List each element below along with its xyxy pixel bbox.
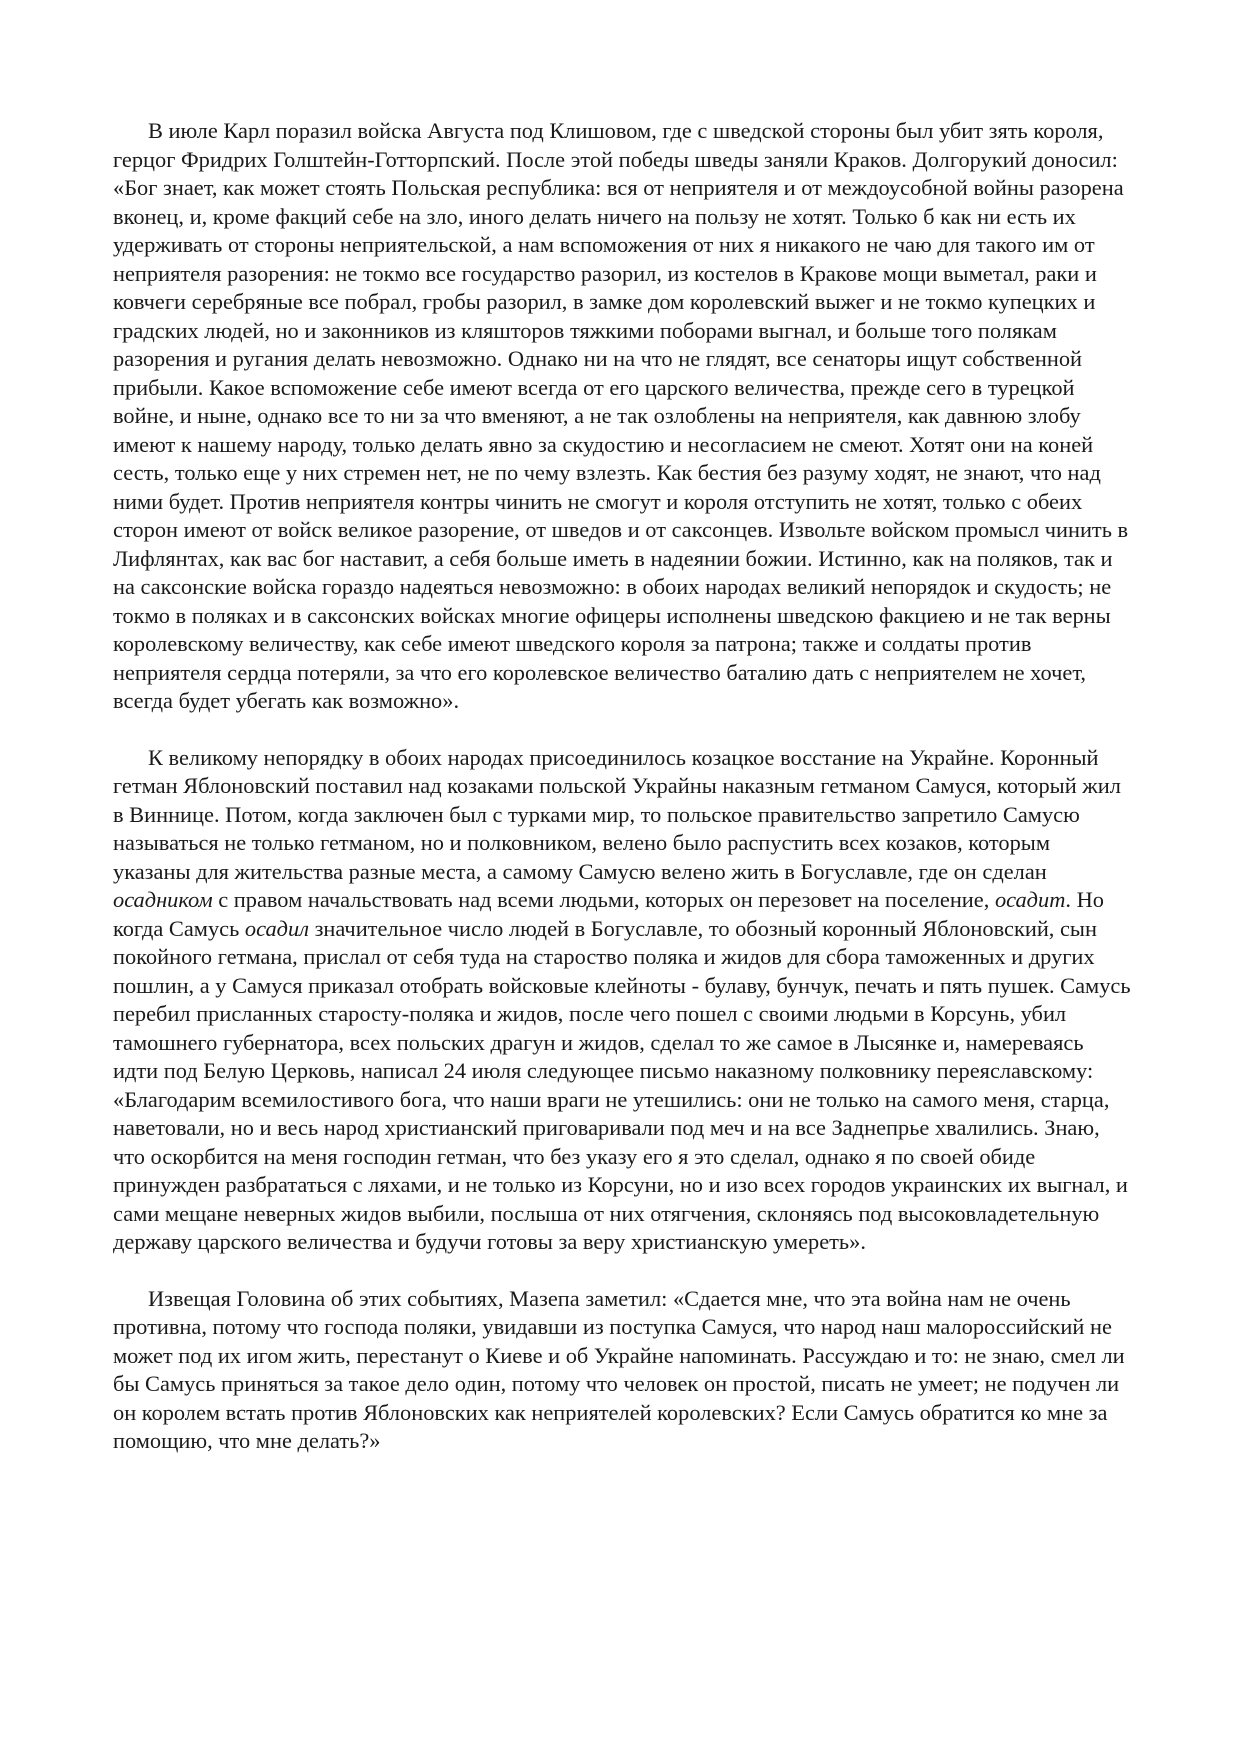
paragraph-mazepa-letter (113, 1285, 1131, 1456)
paragraph-klishov-battle (113, 117, 1131, 716)
paragraph-text: К великому непорядку в обоих народах присоединилось козацкое восстание на Украйне. Коронный гетман Яблоновский поставил над козаками польской Украйны наказным гетманом Самуся, который жил в Виннице. Потом, когда заключен был с турками мир, то польское правительство запретило Самусю называться не только гетманом, но и полковником, велено было распустить всех козаков, которым указаны для жительства разные места, а самому Самусю велено жить в Богуславле, где он сделан (113, 744, 1121, 884)
paragraph-text: В июле Карл поразил войска Августа под Клишовом, где с шведской стороны был убит зять короля, герцог Фридрих Голштейн-Готторпский. После этой победы шведы заняли Краков. Долгорукий доносил: «Бог знает, как может стоять Польская республика: вся от неприятеля и от междоусобной войны разорена вконец, и, кроме факций себе на зло, иного делать ничего на пользу не хотят. Только б как ни есть их удерживать от стороны неприятельской, а нам вспоможения от них я никакого не чаю для такого им от неприятеля разорения: не токмо все государство разорил, из костелов в Кракове мощи выметал, раки и ковчеги серебряные все побрал, гробы разорил, в замке дом королевский выжег и не токмо купецких и градских людей, но и законников из кляшторов тяжкими поборами выгнал, и больше того полякам разорения и ругания делать невозможно. Однако ни на что не глядят, все сенаторы ищут собственной прибыли. Какое вспоможение себе имеют всегда от его царского величества, прежде сего в турецкой войне, и ныне, однако все то ни за что вменяют, а не так озлоблены на неприятеля, как давнюю злобу имеют к нашему народу, только делать явно за скудостию и несогласием не смеют. Хотят они на коней сесть, только еще у них стремен нет, не по чему взлезть. Как бестия без разуму ходят, не знают, что над ними будет. Против неприятеля контры чинить не смогут и короля отступить не хотят, только с обеих сторон имеют от войск великое разорение, от шведов и от саксонцев. Извольте войском промысл чинить в Лифлянтах, как вас бог наставит, а себя больше иметь в надеянии божии. Истинно, как на поляков, так и на саксонские войска гораздо надеяться невозможно: в обоих народах великий непорядок и скудость; не токмо в поляках и в саксонских войсках многие офицеры исполнены шведскою факциею и не так верны королевскому величеству, как себе имеют шведского короля за патрона; также и солдаты против неприятеля сердца потеряли, за что его королевское величество баталию дать с неприятелем не хочет, всегда будет убегать как возможно». (113, 118, 1129, 713)
paragraph-cossack-uprising (113, 744, 1131, 1257)
document-body (113, 117, 1131, 1484)
italic-term: осадит (994, 887, 1066, 912)
paragraph-text: значительное число людей в Богуславле, то обозный коронный Яблоновский, сын покойного гетмана, прислал от себя туда на староство поляка и жидов для сбора таможенных и других пошлин, а у Самуся приказал отобрать войсковые клейноты - булаву, бунчук, печать и пять пушек. Самусь перебил присланных старосту-поляка и жидов, после чего пошел с своими людьми в Корсунь, убил тамошнего губернатора, всех польских драгун и жидов, сделал то же самое в Лысянке и, намереваясь идти под Белую Церковь, написал 24 июля следующее письмо наказному полковнику переяславскому: «Благодарим всемилостивого бога, что наши враги не утешились: они не только на самого меня, старца, наветовали, но и весь народ христианский приговаривали под меч и на все Заднепрье хвалились. Знаю, что оскорбится на меня господин гетман, что без указу его я это сделал, однако я по своей обиде принужден разбрататься с ляхами, и не только из Корсуни, но и изо всех городов украинских их выгнал, и сами мещане неверных жидов выбили, послыша от них отягчения, склоняясь под высоковладетельную державу царского величества и будучи готовы за веру христианскую умереть». (113, 915, 1131, 1254)
italic-term: осадником (113, 887, 213, 912)
paragraph-text: . Но когда Самусь (113, 887, 1104, 941)
paragraph-text: с правом начальствовать над всеми людьми, которых он перезовет на поселение, (212, 887, 995, 912)
italic-term: осадил (244, 915, 309, 941)
paragraph-text: Извещая Головина об этих событиях, Мазепа заметил: «Сдается мне, что эта война нам не очень противна, потому что господа поляки, увидавши из поступка Самуся, что народ наш малороссийский не может под их игом жить, перестанут о Киеве и об Украйне напоминать. Рассуждаю и то: не знаю, смел ли бы Самусь приняться за такое дело один, потому что человек он простой, писать не умеет; не подучен ли он королем встать против Яблоновских как неприятелей королевских? Если Самусь обратится ко мне за помощию, что мне делать?» (113, 1285, 1125, 1453)
